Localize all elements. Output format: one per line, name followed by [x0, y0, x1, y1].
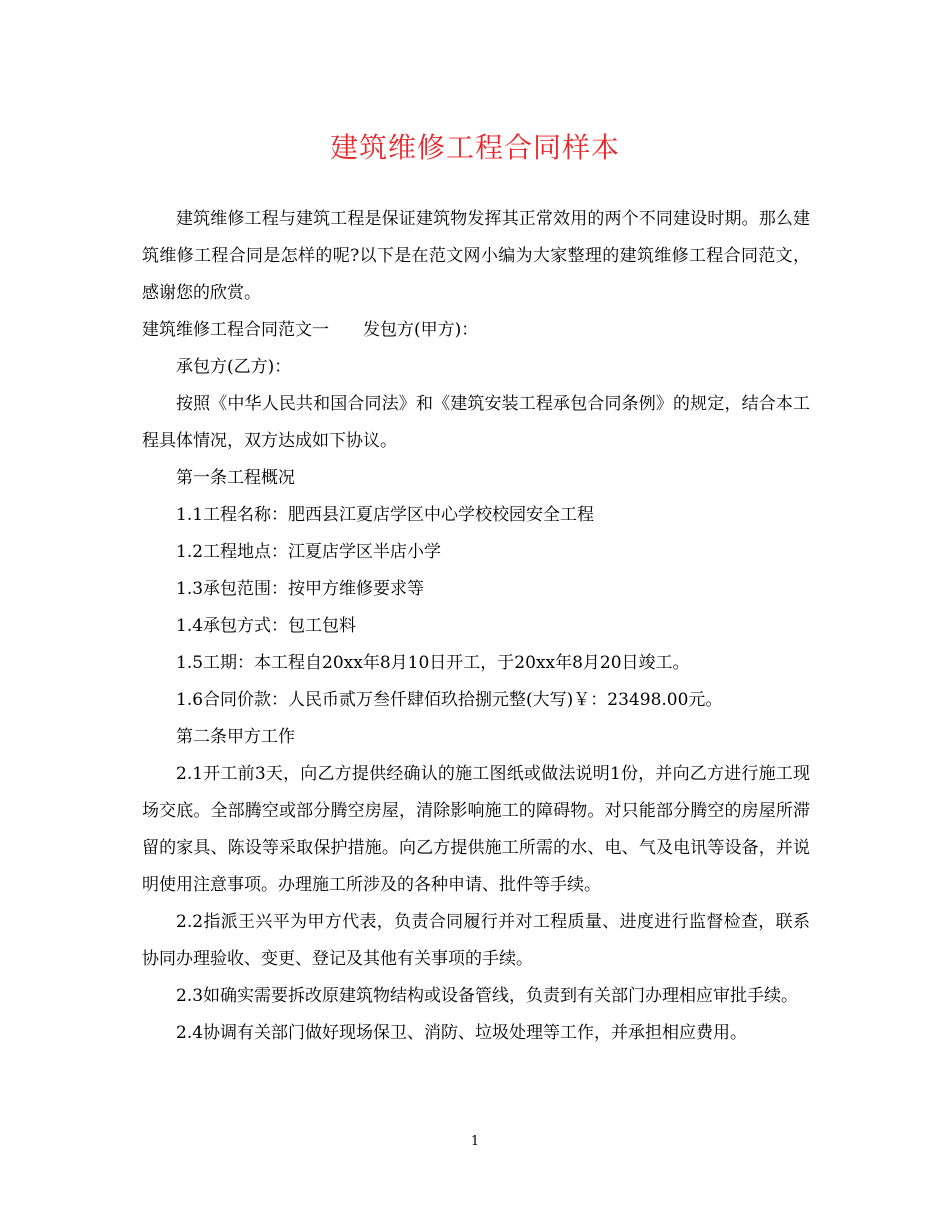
- article-1-title: 第一条工程概况: [176, 468, 295, 488]
- sample-heading: 建筑维修工程合同范文一: [142, 320, 329, 340]
- article-2-title: 第二条甲方工作: [176, 727, 295, 747]
- party-b-label: 承包方(乙方)：: [176, 357, 292, 377]
- party-a-label: 发包方(甲方)：: [363, 320, 479, 340]
- page-number: 1: [470, 1134, 480, 1149]
- clause-2-1: 2.1开工前3天，向乙方提供经确认的施工图纸或做法说明1份，并向乙方进行施工现场交底。全部腾空或部分腾空房屋，清除影响施工的障碍物。对只能部分腾空的房屋所滞留的家具、陈设等采取保护措施。向乙方提供施工所需的水、电、气及电讯等设备，并说明使用注意事项。办理施工所涉及的各种申请、批件等手续。: [142, 764, 810, 895]
- clause-1-4: 1.4承包方式：包工包料: [176, 616, 357, 636]
- clause-1-6: 1.6合同价款：人民币贰万叁仟肆佰玖拾捌元整(大写)￥：23498.00元。: [176, 690, 723, 710]
- basis-paragraph: 按照《中华人民共和国合同法》和《建筑安装工程承包合同条例》的规定，结合本工程具体情况，双方达成如下协议。: [142, 394, 810, 451]
- clause-1-5: 1.5工期：本工程自20xx年8月10日开工，于20xx年8月20日竣工。: [176, 653, 690, 673]
- document-title: 建筑维修工程合同样本: [329, 131, 620, 164]
- clause-1-2: 1.2工程地点：江夏店学区半店小学: [176, 542, 442, 562]
- document-body: [142, 201, 810, 1052]
- clause-1-1: 1.1工程名称：肥西县江夏店学区中心学校校园安全工程: [176, 505, 595, 525]
- clause-2-4: 2.4协调有关部门做好现场保卫、消防、垃圾处理等工作，并承担相应费用。: [176, 1023, 748, 1043]
- intro-paragraph: 建筑维修工程与建筑工程是保证建筑物发挥其正常效用的两个不同建设时期。那么建筑维修工程合同是怎样的呢?以下是在范文网小编为大家整理的建筑维修工程合同范文，感谢您的欣赏。: [142, 209, 810, 303]
- sample-heading-line: [142, 312, 810, 349]
- clause-2-3: 2.3如确实需要拆改原建筑物结构或设备管线，负责到有关部门办理相应审批手续。: [176, 986, 799, 1006]
- clause-2-2: 2.2指派王兴平为甲方代表，负责合同履行并对工程质量、进度进行监督检查，联系协同办理验收、变更、登记及其他有关事项的手续。: [142, 912, 810, 969]
- clause-1-3: 1.3承包范围：按甲方维修要求等: [176, 579, 425, 599]
